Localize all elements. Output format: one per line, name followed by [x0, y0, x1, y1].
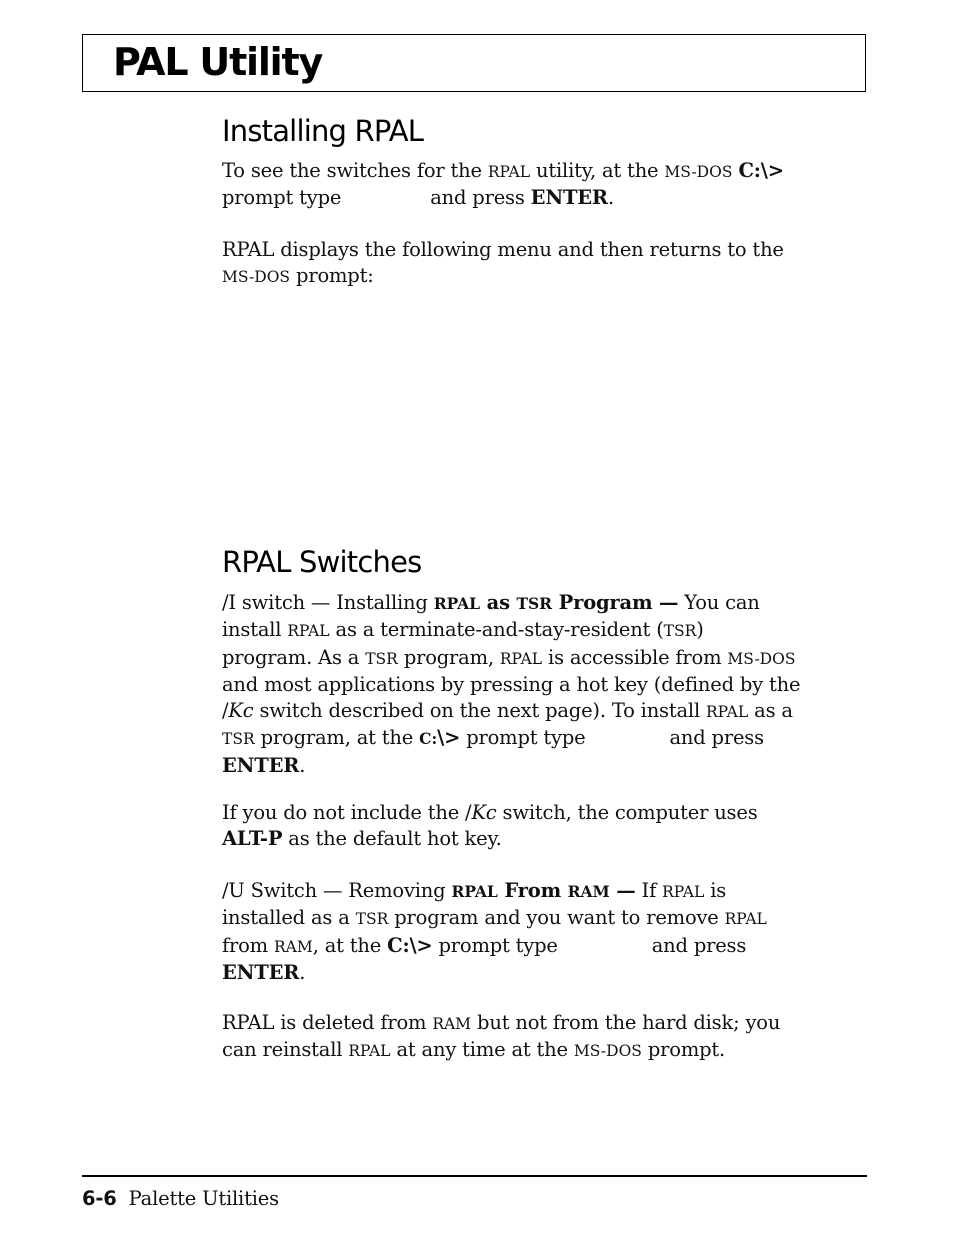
chapter-title: PAL Utility	[113, 40, 323, 84]
footer-rule	[82, 1175, 867, 1177]
page-number: 6-6	[82, 1187, 117, 1210]
heading-rpal-switches: RPAL Switches	[222, 545, 422, 579]
installing-paragraph-1: To see the switches for the RPAL utility, at the MS-DOS C:\> prompt type and press ENTER.	[222, 159, 784, 210]
heading-installing-rpal: Installing RPAL	[222, 114, 424, 148]
default-hotkey-paragraph: If you do not include the /Kc switch, the computer uses ALT-P as the default hot key.	[222, 801, 758, 851]
switch-u-paragraph: /U Switch — Removing RPAL From RAM — If RPAL is installed as a TSR program and you want to remove RPAL from RAM, at the C:\> prompt type and press ENTER.	[222, 879, 767, 984]
chapter-title-box	[82, 34, 866, 92]
footer-section-title: Palette Utilities	[128, 1187, 279, 1210]
switch-i-paragraph: /I switch — Installing RPAL as TSR Program — You can install RPAL as a terminate-and-stay-resident (TSR) program. As a TSR program, RPAL is accessible from MS-DOS and most applications by pressing a hot key (defined by the /Kc switch described on the next page). To install RPAL as a TSR program, at the C:\> prompt type and press ENTER.	[222, 591, 801, 777]
installing-paragraph-2: RPAL displays the following menu and then returns to the MS-DOS prompt:	[222, 238, 784, 288]
reinstall-paragraph: RPAL is deleted from RAM but not from the hard disk; you can reinstall RPAL at any time at the MS-DOS prompt.	[222, 1011, 781, 1062]
page-footer	[82, 1187, 279, 1210]
